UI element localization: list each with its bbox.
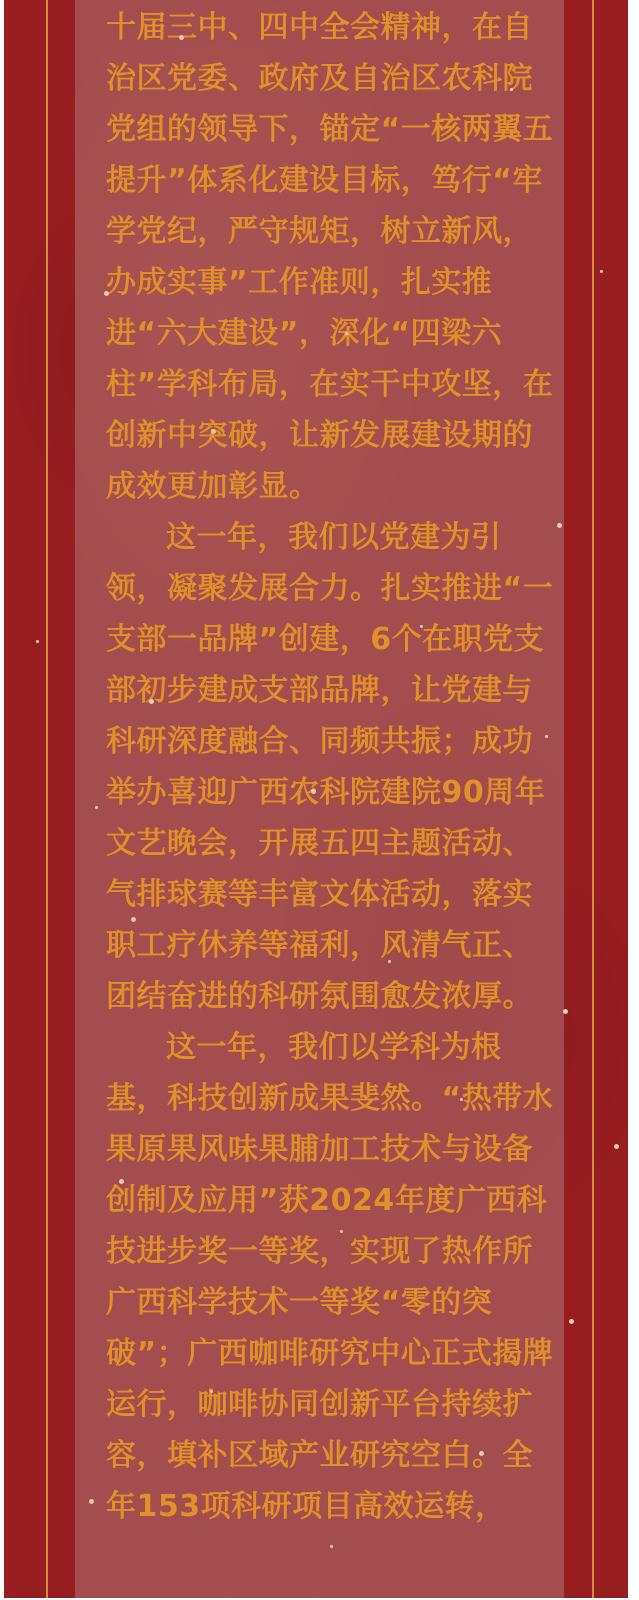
letter-panel — [75, 0, 564, 1598]
letter-paragraph: 十届三中、四中全会精神，在自治区党委、政府及自治区农科院党组的领导下，锚定“一核两翼五提升”体系化建设目标，笃行“牢学党纪，严守规矩，树立新风，办成实事”工作准则，扎实推进“六大建设”，深化“四梁六柱”学科布局，在实干中攻坚，在创新中突破，让新发展建设期的成效更加彰显。 — [106, 10, 554, 504]
letter-paragraph: 这一年，我们以党建为引领，凝聚发展合力。扎实推进“一支部一品牌”创建，6个在职党支部初步建成支部品牌，让党建与科研深度融合、同频共振；成功举办喜迎广西农科院建院90周年文艺晚会，开展五四主题活动、气排球赛等丰富文体活动，落实职工疗休养等福利，风清气正、团结奋进的科研氛围愈发浓厚。 — [106, 520, 554, 1014]
right-gold-pinstripe — [592, 0, 594, 1598]
letter-text — [75, 0, 564, 1532]
left-gold-pinstripe — [46, 0, 48, 1598]
paper-speckles — [0, 0, 3, 3]
letter-paragraph: 这一年，我们以学科为根基，科技创新成果斐然。“热带水果原果风味果脯加工技术与设备创制及应用”获2024年度广西科技进步奖一等奖，实现了热作所广西科学技术一等奖“零的突破”；广西咖啡研究中心正式揭牌运行，咖啡协同创新平台持续扩容，填补区域产业研究空白。全年153项科研项目高效运转， — [106, 1030, 554, 1524]
